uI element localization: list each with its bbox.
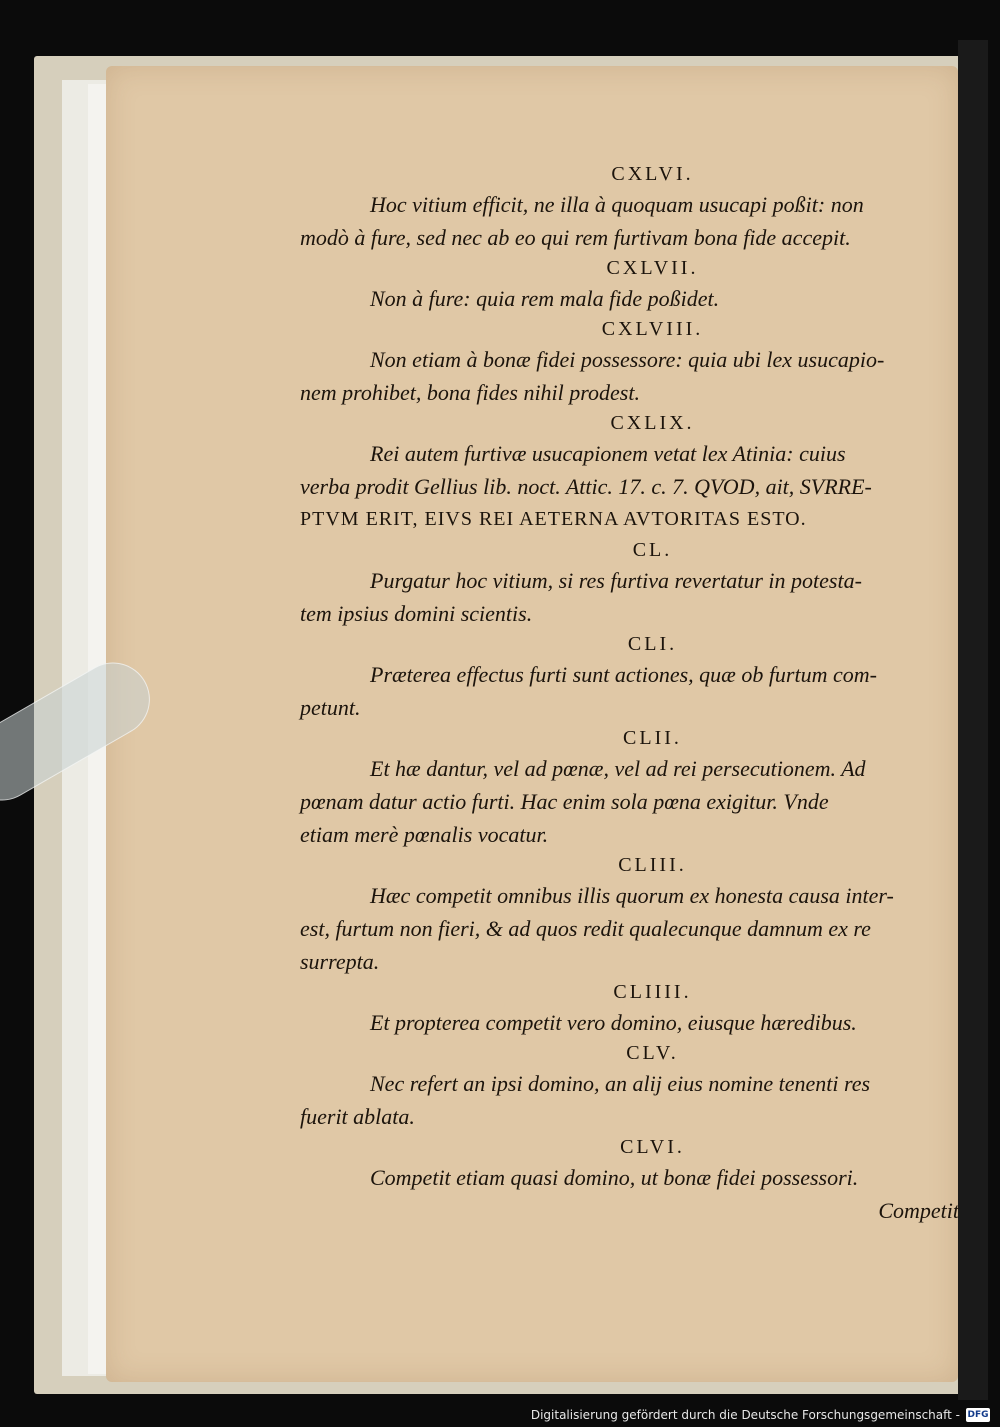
text-line: etiam merè pœnalis vocatur. [300, 822, 549, 847]
dfg-logo: DFG [967, 1410, 989, 1420]
section-heading: CXLIX. [610, 412, 695, 434]
text-line: Et hæ dantur, vel ad pœnæ, vel ad rei persecutionem. Ad [370, 756, 866, 781]
text-line: Hæc competit omnibus illis quorum ex honesta causa inter- [370, 883, 894, 908]
section-heading: CLV. [626, 1042, 679, 1064]
catchword: Competit [878, 1198, 959, 1223]
text-line: Nec refert an ipsi domino, an alij eius nomine tenenti res [370, 1071, 871, 1096]
text-line: nem prohibet, bona fides nihil prodest. [300, 380, 640, 405]
text-line: modò à fure, sed nec ab eo qui rem furtivam bona fide accepit. [300, 225, 851, 250]
page-text [300, 160, 965, 1227]
text-line: Rei autem furtivæ usucapionem vetat lex Atinia: cuius [370, 441, 846, 466]
text-line: PTVM ERIT, EIVS REI AETERNA AVTORITAS ESTO. [300, 508, 807, 530]
section-heading: CXLVI. [611, 163, 694, 185]
footer-bar [0, 1403, 1000, 1427]
text-line: fuerit ablata. [300, 1104, 415, 1129]
section-heading: CLVI. [620, 1136, 685, 1158]
text-line: Purgatur hoc vitium, si res furtiva revertatur in potesta- [370, 568, 862, 593]
text-line: tem ipsius domini scientis. [300, 601, 533, 626]
text-line: Non etiam à bonæ fidei possessore: quia ubi lex usucapio- [370, 347, 885, 372]
text-line: Competit etiam quasi domino, ut bonæ fidei possessori. [370, 1165, 859, 1190]
text-line: verba prodit Gellius lib. noct. Attic. 17. c. 7. QVOD, ait, SVRRE- [300, 474, 872, 499]
section-heading: CLIII. [618, 854, 687, 876]
section-heading: CXLVIII. [601, 318, 704, 340]
text-line: Et propterea competit vero domino, eiusque hæredibus. [370, 1010, 857, 1035]
text-line: pœnam datur actio furti. Hac enim sola pœna exigitur. Vnde [300, 789, 829, 814]
text-line: surrepta. [300, 949, 380, 974]
text-line: Non à fure: quia rem mala fide poßidet. [370, 286, 720, 311]
section-heading: CL. [632, 539, 673, 561]
funding-credit: Digitalisierung gefördert durch die Deutsche Forschungsgemeinschaft - [530, 1408, 960, 1422]
section-heading: CXLVII. [606, 257, 699, 279]
text-line: petunt. [300, 695, 361, 720]
text-line: est, furtum non fieri, & ad quos redit qualecunque damnum ex re [300, 916, 871, 941]
section-heading: CLI. [627, 633, 678, 655]
section-heading: CLII. [623, 727, 682, 749]
section-heading: CLIIII. [613, 981, 692, 1003]
text-line: Præterea effectus furti sunt actiones, quæ ob furtum com- [370, 662, 877, 687]
text-line: Hoc vitium efficit, ne illa à quoquam usucapi poßit: non [370, 192, 864, 217]
